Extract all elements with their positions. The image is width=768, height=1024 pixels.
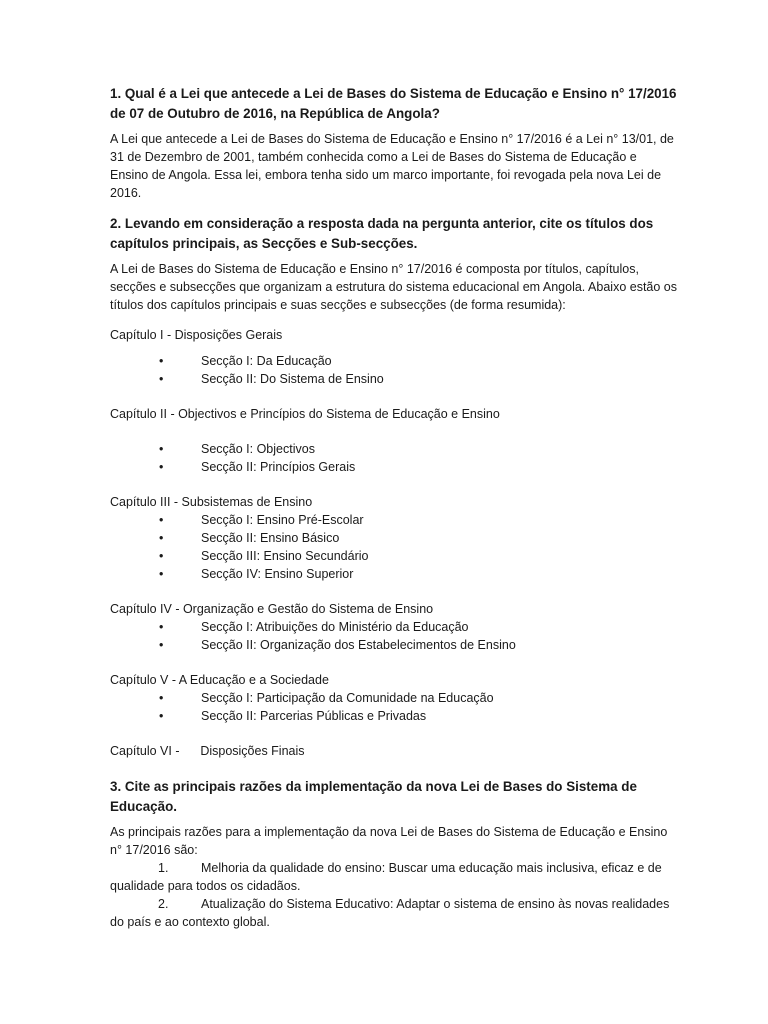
section-item: • Secção III: Ensino Secundário <box>110 547 678 565</box>
section-item: • Secção I: Ensino Pré-Escolar <box>110 511 678 529</box>
reason-item <box>110 859 678 895</box>
section-item: • Secção I: Da Educação <box>110 352 678 370</box>
chapter-1 <box>110 326 678 388</box>
question-1-title: 1. Qual é a Lei que antecede a Lei de Bases do Sistema de Educação e Ensino n° 17/2016 de 07 de Outubro de 2016, na República de Angola? <box>110 86 677 121</box>
reason-item <box>110 895 678 931</box>
section-item: • Secção II: Ensino Básico <box>110 529 678 547</box>
chapter-title: Capítulo IV - Organização e Gestão do Sistema de Ensino <box>110 602 434 616</box>
section-item: • Secção I: Atribuições do Ministério da Educação <box>110 618 678 636</box>
reason-text: Atualização do Sistema Educativo: Adaptar o sistema de ensino às novas realidades do país e ao contexto global. <box>110 897 670 929</box>
chapter-title: Capítulo V - A Educação e a Sociedade <box>110 673 329 687</box>
chapter-title: Capítulo I - Disposições Gerais <box>110 328 283 342</box>
question-2-intro: A Lei de Bases do Sistema de Educação e Ensino n° 17/2016 é composta por títulos, capítulos, secções e subsecções que organizam a estrutura do sistema educacional em Angola. Abaixo estão os títulos dos capítulos principais e suas secções e subsecções (de forma resumida): <box>110 262 678 312</box>
chapter-4 <box>110 600 678 654</box>
section-list <box>110 352 678 388</box>
section-item: • Secção II: Do Sistema de Ensino <box>110 370 678 388</box>
section-item: • Secção II: Organização dos Estabelecimentos de Ensino <box>110 636 678 654</box>
reason-number: 1. <box>158 861 169 875</box>
reasons-list <box>110 859 678 931</box>
question-3-title: 3. Cite as principais razões da implementação da nova Lei de Bases do Sistema de Educação. <box>110 779 637 814</box>
chapter-3 <box>110 493 678 583</box>
chapter-title: Capítulo III - Subsistemas de Ensino <box>110 495 313 509</box>
question-1-answer: A Lei que antecede a Lei de Bases do Sistema de Educação e Ensino n° 17/2016 é a Lei n° 13/01, de 31 de Dezembro de 2001, também conhecida como a Lei de Bases do Sistema de Educação e Ensino de Angola. Essa lei, embora tenha sido um marco importante, foi revogada pela nova Lei de 2016. <box>110 132 674 200</box>
section-list <box>110 511 678 583</box>
chapter-5 <box>110 671 678 725</box>
chapter-title: Capítulo VI - Disposições Finais <box>110 744 305 758</box>
chapter-title: Capítulo II - Objectivos e Princípios do Sistema de Educação e Ensino <box>110 407 500 421</box>
question-2-title: 2. Levando em consideração a resposta dada na pergunta anterior, cite os títulos dos capítulos principais, as Secções e Sub-secções. <box>110 216 654 251</box>
chapter-2 <box>110 405 678 476</box>
reason-number: 2. <box>158 897 169 911</box>
section-list <box>110 440 678 476</box>
section-list <box>110 689 678 725</box>
section-item: • Secção II: Princípios Gerais <box>110 458 678 476</box>
section-list <box>110 618 678 654</box>
section-item: • Secção I: Objectivos <box>110 440 678 458</box>
section-item: • Secção I: Participação da Comunidade na Educação <box>110 689 678 707</box>
section-item: • Secção II: Parcerias Públicas e Privadas <box>110 707 678 725</box>
section-item: • Secção IV: Ensino Superior <box>110 565 678 583</box>
reason-text: Melhoria da qualidade do ensino: Buscar uma educação mais inclusiva, eficaz e de qualidade para todos os cidadãos. <box>110 861 662 893</box>
chapter-6 <box>110 742 678 760</box>
question-3-intro: As principais razões para a implementação da nova Lei de Bases do Sistema de Educação e Ensino n° 17/2016 são: <box>110 825 668 857</box>
